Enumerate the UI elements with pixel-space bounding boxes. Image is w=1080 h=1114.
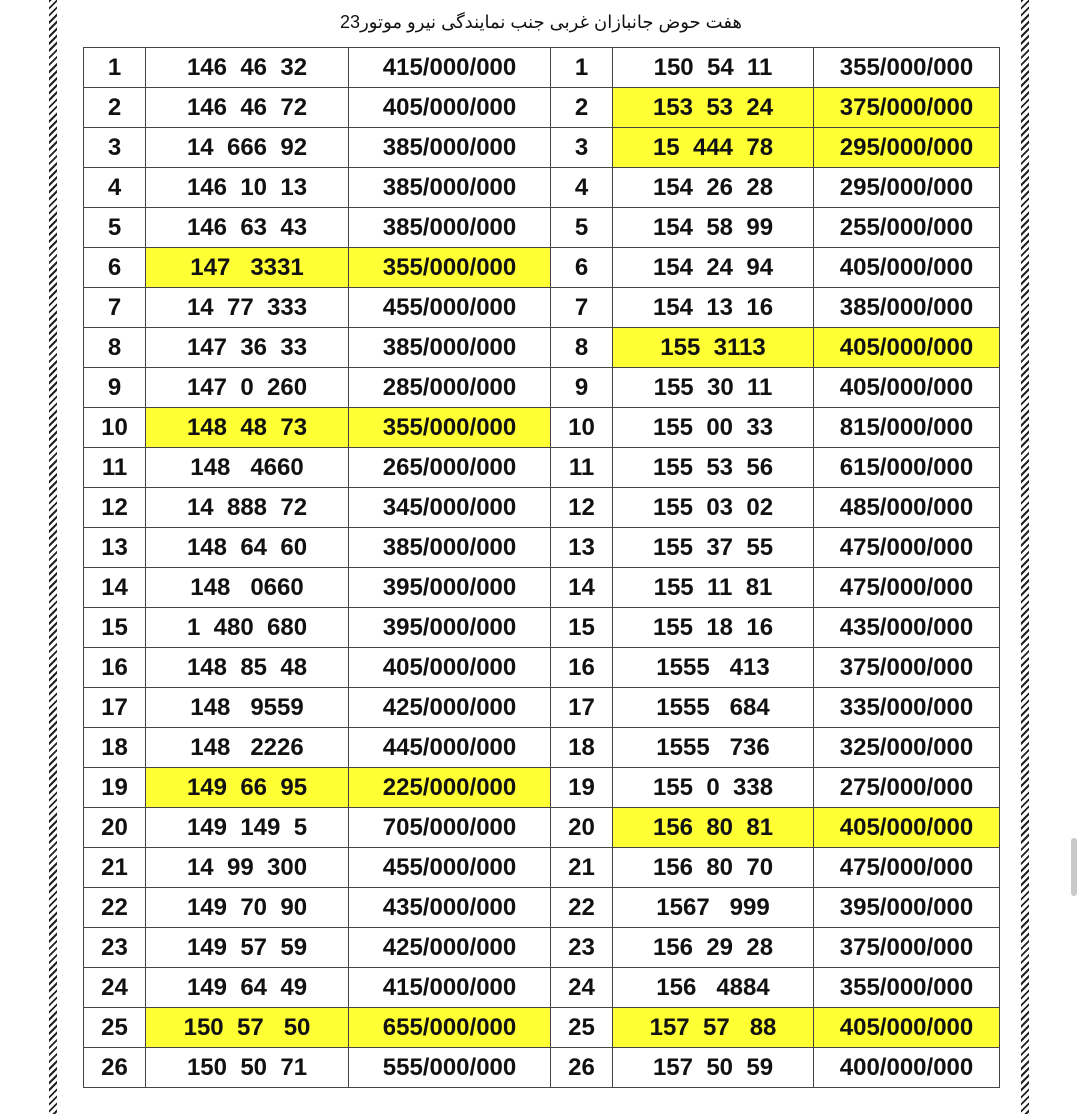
table-row	[84, 968, 1000, 1008]
row-number-left: 2	[84, 88, 146, 128]
price-right: 475/000/000	[814, 528, 1000, 568]
plate-number-right: 154 58 99	[613, 208, 814, 248]
row-number-right: 22	[551, 888, 613, 928]
row-number-left: 23	[84, 928, 146, 968]
price-left: 385/000/000	[349, 168, 551, 208]
price-right: 335/000/000	[814, 688, 1000, 728]
row-number-left: 10	[84, 408, 146, 448]
row-number-left: 4	[84, 168, 146, 208]
price-right: 475/000/000	[814, 848, 1000, 888]
row-number-right: 6	[551, 248, 613, 288]
price-right: 375/000/000	[814, 928, 1000, 968]
row-number-left: 24	[84, 968, 146, 1008]
table-row	[84, 208, 1000, 248]
plate-number-right: 156 4884	[613, 968, 814, 1008]
scrollbar-thumb[interactable]	[1071, 838, 1077, 896]
price-left: 355/000/000	[349, 248, 551, 288]
row-number-right: 11	[551, 448, 613, 488]
plate-number-right: 154 13 16	[613, 288, 814, 328]
row-number-right: 21	[551, 848, 613, 888]
plate-number-right: 155 3113	[613, 328, 814, 368]
price-left: 425/000/000	[349, 688, 551, 728]
price-right: 325/000/000	[814, 728, 1000, 768]
price-right: 355/000/000	[814, 48, 1000, 88]
row-number-left: 17	[84, 688, 146, 728]
price-right: 385/000/000	[814, 288, 1000, 328]
plate-number-right: 156 80 70	[613, 848, 814, 888]
price-right: 485/000/000	[814, 488, 1000, 528]
row-number-left: 3	[84, 128, 146, 168]
price-left: 345/000/000	[349, 488, 551, 528]
row-number-right: 8	[551, 328, 613, 368]
price-right: 405/000/000	[814, 1008, 1000, 1048]
row-number-right: 13	[551, 528, 613, 568]
price-right: 405/000/000	[814, 808, 1000, 848]
row-number-left: 9	[84, 368, 146, 408]
plate-number-right: 155 37 55	[613, 528, 814, 568]
document-title: هفت حوض جانبازان غربی جنب نمایندگی نیرو موتور23	[340, 12, 742, 32]
price-left: 225/000/000	[349, 768, 551, 808]
row-number-right: 12	[551, 488, 613, 528]
row-number-left: 25	[84, 1008, 146, 1048]
price-left: 425/000/000	[349, 928, 551, 968]
plate-number-left: 147 0 260	[146, 368, 349, 408]
row-number-left: 19	[84, 768, 146, 808]
table-row	[84, 48, 1000, 88]
price-right: 815/000/000	[814, 408, 1000, 448]
row-number-left: 8	[84, 328, 146, 368]
table-row	[84, 488, 1000, 528]
plate-number-right: 1555 736	[613, 728, 814, 768]
plate-number-right: 15 444 78	[613, 128, 814, 168]
price-left: 285/000/000	[349, 368, 551, 408]
plates-table	[83, 47, 1000, 1088]
plate-number-right: 1555 413	[613, 648, 814, 688]
price-right: 275/000/000	[814, 768, 1000, 808]
price-right: 375/000/000	[814, 648, 1000, 688]
table-row	[84, 288, 1000, 328]
price-right: 395/000/000	[814, 888, 1000, 928]
plate-number-left: 148 85 48	[146, 648, 349, 688]
plate-number-left: 150 57 50	[146, 1008, 349, 1048]
plate-number-left: 150 50 71	[146, 1048, 349, 1088]
table-row	[84, 648, 1000, 688]
price-left: 385/000/000	[349, 328, 551, 368]
price-left: 385/000/000	[349, 208, 551, 248]
plate-number-right: 153 53 24	[613, 88, 814, 128]
row-number-right: 20	[551, 808, 613, 848]
plate-number-left: 146 10 13	[146, 168, 349, 208]
row-number-right: 17	[551, 688, 613, 728]
table-row	[84, 448, 1000, 488]
table-row	[84, 408, 1000, 448]
row-number-left: 16	[84, 648, 146, 688]
price-right: 355/000/000	[814, 968, 1000, 1008]
table-row	[84, 928, 1000, 968]
row-number-right: 24	[551, 968, 613, 1008]
price-left: 405/000/000	[349, 648, 551, 688]
price-right: 435/000/000	[814, 608, 1000, 648]
price-left: 395/000/000	[349, 608, 551, 648]
table-row	[84, 168, 1000, 208]
row-number-left: 1	[84, 48, 146, 88]
row-number-right: 7	[551, 288, 613, 328]
plate-number-left: 149 66 95	[146, 768, 349, 808]
table-row	[84, 1048, 1000, 1088]
row-number-left: 14	[84, 568, 146, 608]
row-number-right: 16	[551, 648, 613, 688]
price-left: 455/000/000	[349, 288, 551, 328]
price-left: 385/000/000	[349, 528, 551, 568]
table-row	[84, 728, 1000, 768]
row-number-right: 23	[551, 928, 613, 968]
row-number-left: 12	[84, 488, 146, 528]
plate-number-right: 156 80 81	[613, 808, 814, 848]
plate-number-left: 1 480 680	[146, 608, 349, 648]
row-number-right: 5	[551, 208, 613, 248]
row-number-left: 15	[84, 608, 146, 648]
plate-number-right: 155 00 33	[613, 408, 814, 448]
price-right: 615/000/000	[814, 448, 1000, 488]
price-left: 655/000/000	[349, 1008, 551, 1048]
row-number-left: 26	[84, 1048, 146, 1088]
row-number-right: 4	[551, 168, 613, 208]
row-number-left: 6	[84, 248, 146, 288]
table-row	[84, 848, 1000, 888]
price-left: 555/000/000	[349, 1048, 551, 1088]
table-row	[84, 88, 1000, 128]
table-row	[84, 528, 1000, 568]
row-number-left: 7	[84, 288, 146, 328]
price-right: 400/000/000	[814, 1048, 1000, 1088]
plate-number-right: 155 0 338	[613, 768, 814, 808]
row-number-left: 11	[84, 448, 146, 488]
price-left: 385/000/000	[349, 128, 551, 168]
price-left: 395/000/000	[349, 568, 551, 608]
plate-number-left: 146 63 43	[146, 208, 349, 248]
row-number-left: 21	[84, 848, 146, 888]
table-row	[84, 1008, 1000, 1048]
row-number-right: 26	[551, 1048, 613, 1088]
plate-number-right: 157 57 88	[613, 1008, 814, 1048]
plate-number-left: 146 46 72	[146, 88, 349, 128]
page-border-left	[49, 0, 57, 1114]
price-left: 415/000/000	[349, 48, 551, 88]
plate-number-right: 154 26 28	[613, 168, 814, 208]
plate-number-right: 155 03 02	[613, 488, 814, 528]
table-row	[84, 328, 1000, 368]
price-left: 405/000/000	[349, 88, 551, 128]
price-left: 355/000/000	[349, 408, 551, 448]
price-right: 375/000/000	[814, 88, 1000, 128]
row-number-right: 1	[551, 48, 613, 88]
price-right: 405/000/000	[814, 368, 1000, 408]
table-row	[84, 888, 1000, 928]
price-left: 705/000/000	[349, 808, 551, 848]
price-right: 295/000/000	[814, 168, 1000, 208]
plate-number-right: 1567 999	[613, 888, 814, 928]
row-number-left: 5	[84, 208, 146, 248]
table-row	[84, 368, 1000, 408]
price-right: 405/000/000	[814, 248, 1000, 288]
plate-number-left: 148 4660	[146, 448, 349, 488]
plate-number-left: 146 46 32	[146, 48, 349, 88]
plate-number-left: 148 9559	[146, 688, 349, 728]
row-number-right: 10	[551, 408, 613, 448]
row-number-right: 14	[551, 568, 613, 608]
price-left: 415/000/000	[349, 968, 551, 1008]
table-row	[84, 568, 1000, 608]
row-number-right: 9	[551, 368, 613, 408]
row-number-right: 19	[551, 768, 613, 808]
plate-number-right: 155 18 16	[613, 608, 814, 648]
plate-number-right: 150 54 11	[613, 48, 814, 88]
plate-number-right: 154 24 94	[613, 248, 814, 288]
plate-number-left: 14 99 300	[146, 848, 349, 888]
plate-number-right: 155 30 11	[613, 368, 814, 408]
price-left: 435/000/000	[349, 888, 551, 928]
price-right: 475/000/000	[814, 568, 1000, 608]
row-number-left: 22	[84, 888, 146, 928]
price-left: 455/000/000	[349, 848, 551, 888]
table-row	[84, 248, 1000, 288]
price-right: 255/000/000	[814, 208, 1000, 248]
plate-number-left: 147 36 33	[146, 328, 349, 368]
row-number-left: 20	[84, 808, 146, 848]
row-number-right: 25	[551, 1008, 613, 1048]
table-row	[84, 608, 1000, 648]
table-row	[84, 768, 1000, 808]
plate-number-right: 155 11 81	[613, 568, 814, 608]
plate-number-left: 148 0660	[146, 568, 349, 608]
price-left: 265/000/000	[349, 448, 551, 488]
page-border-right	[1021, 0, 1029, 1114]
plate-number-left: 149 149 5	[146, 808, 349, 848]
plate-number-left: 148 2226	[146, 728, 349, 768]
table-row	[84, 808, 1000, 848]
plate-number-right: 1555 684	[613, 688, 814, 728]
plate-number-right: 157 50 59	[613, 1048, 814, 1088]
plate-number-left: 149 64 49	[146, 968, 349, 1008]
price-right: 295/000/000	[814, 128, 1000, 168]
plate-number-left: 149 57 59	[146, 928, 349, 968]
plates-table-body	[84, 48, 1000, 1088]
table-row	[84, 688, 1000, 728]
row-number-right: 3	[551, 128, 613, 168]
plate-number-left: 149 70 90	[146, 888, 349, 928]
price-right: 405/000/000	[814, 328, 1000, 368]
row-number-right: 15	[551, 608, 613, 648]
row-number-left: 18	[84, 728, 146, 768]
plate-number-left: 148 48 73	[146, 408, 349, 448]
plate-number-left: 14 77 333	[146, 288, 349, 328]
price-left: 445/000/000	[349, 728, 551, 768]
plate-number-left: 14 666 92	[146, 128, 349, 168]
plate-number-right: 156 29 28	[613, 928, 814, 968]
row-number-left: 13	[84, 528, 146, 568]
plate-number-left: 148 64 60	[146, 528, 349, 568]
plate-number-left: 14 888 72	[146, 488, 349, 528]
row-number-right: 2	[551, 88, 613, 128]
table-row	[84, 128, 1000, 168]
row-number-right: 18	[551, 728, 613, 768]
plate-number-right: 155 53 56	[613, 448, 814, 488]
plate-number-left: 147 3331	[146, 248, 349, 288]
